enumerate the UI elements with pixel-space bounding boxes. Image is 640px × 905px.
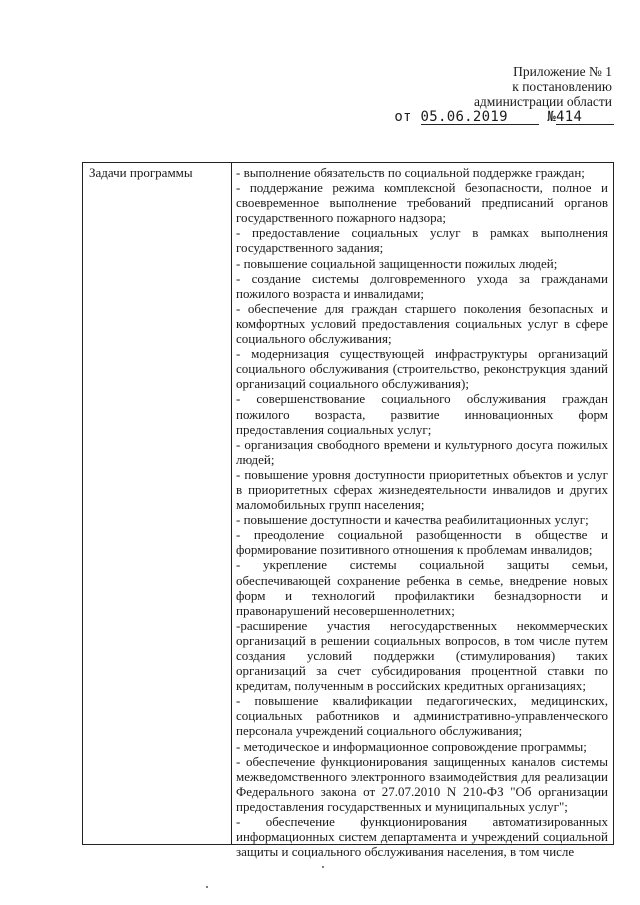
appendix-title: Приложение № 1 [513, 64, 612, 79]
task-item: - обеспечение для граждан старшего поколения безопасных и комфортных условий предоставления социальных услуг в сфере социального обслуживания; [236, 300, 608, 347]
task-item: - обеспечение функционирования автоматизированных информационных систем департамента и учреждений социальной защиты и социального обслуживания населения, в том числе [236, 814, 608, 860]
scan-speck [322, 866, 324, 868]
number-prefix: № [547, 109, 556, 125]
task-item: - преодоление социальной разобщенности в обществе и формирование позитивного отношения к проблемам инвалидов; [236, 527, 608, 558]
task-item: - модернизация существующей инфраструктуры организаций социального обслуживания (строительство, реконструкция зданий организаций социального обслуживания); [236, 346, 608, 392]
task-item: - повышение квалификации педагогических, медицинских, социальных работников и административно-управленческого персонала учреждений социального обслуживания; [236, 693, 608, 739]
task-item: - повышение уровня доступности приоритетных объектов и услуг в приоритетных сферах жизнедеятельности инвалидов и других маломобильных групп населения; [236, 466, 608, 513]
row-label: Задачи программы [89, 165, 193, 180]
task-item: - обеспечение функционирования защищенных каналов системы межведомственного электронного взаимодействия для реализации Федерального закона от 27.07.2010 N 210-ФЗ "Об организации предоставления государственных и муниципальных услуг"; [236, 753, 608, 814]
program-tasks-table [82, 162, 614, 860]
resolution-date: 05.06.2019 [421, 110, 539, 125]
task-item: - совершенствование социального обслуживания граждан пожилого возраста, развитие инновационных форм предоставления социальных услуг; [236, 391, 608, 437]
task-item: - методическое и информационное сопровождение программы; [236, 738, 587, 754]
row-label-cell [89, 165, 227, 180]
resolution-date-number [394, 109, 614, 125]
appendix-header [312, 64, 612, 109]
task-item: - выполнение обязательств по социальной поддержке граждан; [236, 165, 585, 180]
tasks-cell [236, 165, 608, 859]
appendix-reference: к постановлению [512, 79, 612, 94]
task-item: - повышение социальной защищенности пожилых людей; [236, 255, 558, 271]
task-item: - укрепление системы социальной защиты семьи, обеспечивающей сохранение ребенка в семье, внедрение новых форм и технологий профилактики безнадзорности и правонарушений несовершеннолетних; [236, 557, 608, 618]
task-item: - создание системы долговременного ухода за гражданами пожилого возраста и инвалидами; [236, 270, 608, 301]
scan-speck [206, 886, 208, 888]
task-item: - поддержание режима комплексной безопасности, полное и своевременное выполнение требований предписаний органов государственного пожарного надзора; [236, 180, 608, 226]
task-item: - предоставление социальных услуг в рамках выполнения государственного задания; [236, 225, 608, 256]
resolution-number: 414 [556, 110, 614, 125]
task-item: - организация свободного времени и культурного досуга пожилых людей; [236, 436, 608, 467]
task-item: - повышение доступности и качества реабилитационных услуг; [236, 512, 589, 528]
appendix-authority: администрации области [473, 94, 612, 109]
task-item: -расширение участия негосударственных некоммерческих организаций в решении социальных вопросов, в том числе путем создания условий поддержки (стимулирования) таких организаций за счет субсидирования процентной ставки по кредитам, полученным в российских кредитных организациях; [236, 617, 608, 694]
column-divider [231, 163, 232, 844]
date-prefix: от [394, 109, 412, 125]
